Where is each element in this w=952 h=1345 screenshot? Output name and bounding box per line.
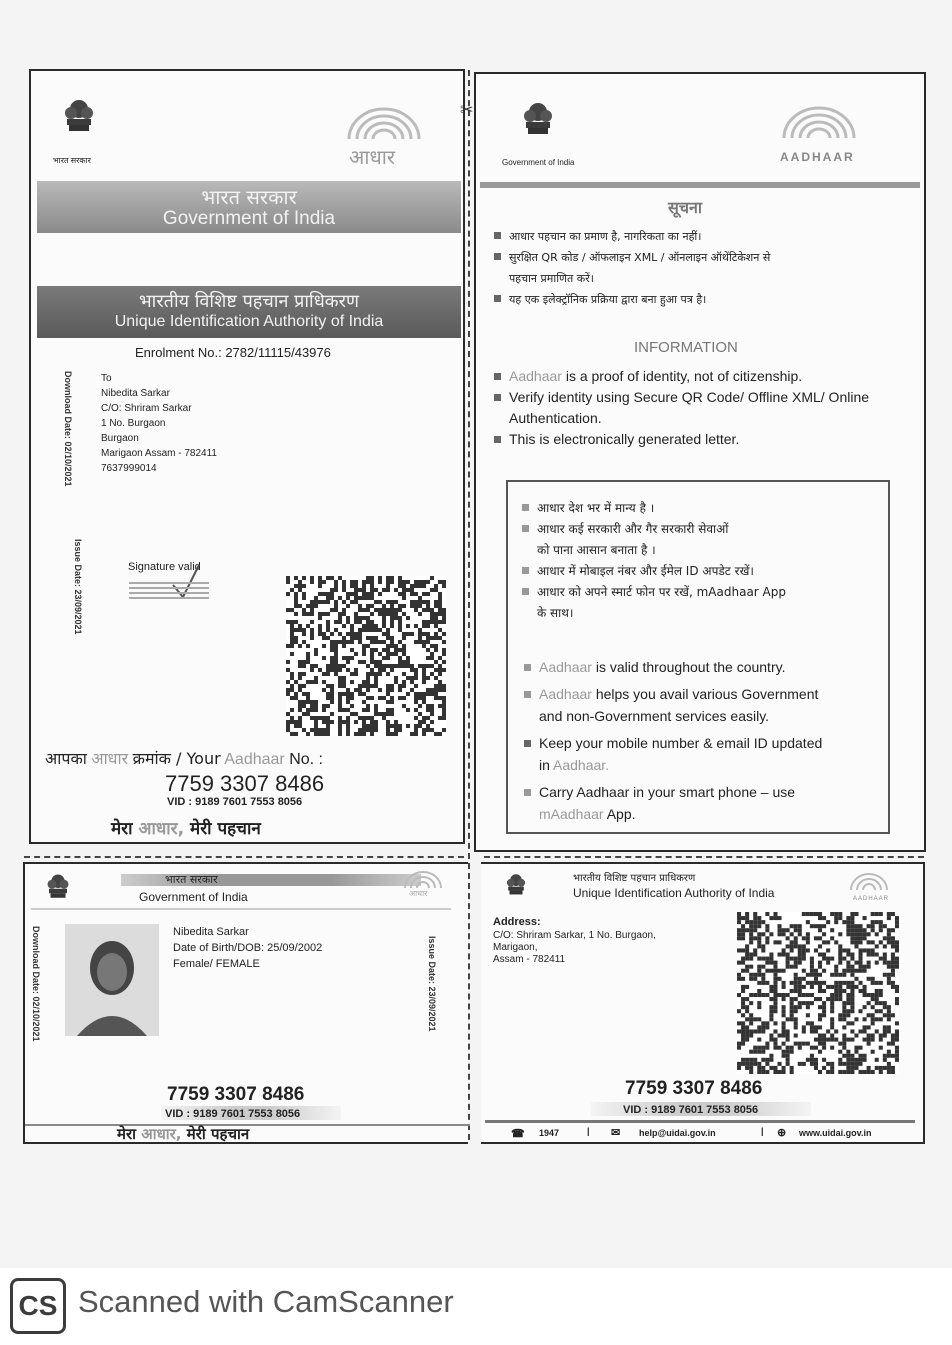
emblem-caption: Government of India [502,158,575,167]
download-date-vertical: Download Date: 02/10/2021 [63,371,73,487]
aadhaar-number-label: आपका आधार क्रमांक / Your Aadhaar No. : [45,749,323,768]
vid-number: VID : 9189 7601 7553 8056 [167,796,303,808]
suchna-heading: सूचना [668,198,703,217]
national-emblem-icon [518,98,558,144]
person-photo-icon [65,924,159,1036]
contact-bar [485,1120,915,1145]
national-emblem-icon [43,870,73,906]
signature-details [129,579,209,607]
box-english-bullets [524,656,822,826]
aadhaar-back-card [481,862,925,1144]
uidai-english: Unique Identification Authority of India [573,886,775,900]
back-address [493,930,656,966]
box-hindi-bullet: आधार में मोबाइल नंबर और ईमेल ID अपडेट रखें। [522,561,786,582]
aadhaar-logo-text: आधार [349,145,396,169]
header-divider [480,182,920,188]
card-details [173,924,322,972]
box-english-bullet: in Aadhaar. [539,757,610,773]
camscanner-logo: CS [10,1278,66,1334]
hindi-bullet: पहचान प्रमाणित करें। [509,272,594,285]
box-hindi-bullets [522,498,786,624]
address-line: Nibedita Sarkar [101,388,170,399]
address-label: Address: [493,916,541,928]
aadhaar-front-card [23,862,468,1144]
aadhaar-number: 7759 3307 8486 [165,771,325,796]
hindi-bullets [494,226,770,310]
box-english-bullet: and non-Government services easily. [539,708,770,724]
address-line: Marigaon Assam - 782411 [101,448,217,459]
aadhaar-logo-text: AADHAAR [853,896,890,902]
left-letter-panel [29,69,465,844]
hindi-bullet: यह एक इलेक्ट्रॉनिक प्रक्रिया द्वारा बना हुआ पत्र है। [494,289,770,310]
card-top-divider [31,908,451,910]
band2-hindi: भारतीय विशिष्ट पहचान प्राधिकरण [139,291,359,312]
english-bullet: Authentication. [509,410,602,426]
phone-icon: ☎ [511,1128,525,1140]
right-info-panel [474,72,926,852]
uidai-band [37,286,461,338]
camscanner-text: Scanned with CamScanner [78,1284,454,1319]
download-date-vertical: Download Date: 02/10/2021 [31,926,41,1042]
english-bullets [494,366,869,450]
address-line: 7637999014 [101,463,157,474]
enrolment-number: Enrolment No.: 2782/11115/43976 [135,345,331,360]
box-hindi-bullet: आधार कई सरकारी और गैर सरकारी सेवाओं [522,519,786,540]
box-hindi-bullet: के साथ। [537,606,574,620]
box-english-bullet: Aadhaar helps you avail various Government [524,683,822,706]
english-bullet: This is electronically generated letter. [494,429,869,450]
address-line: To [101,373,112,384]
emblem-caption: भारत सरकार [53,156,91,165]
card-name: Nibedita Sarkar [173,926,249,938]
card-gov-english: Government of India [139,890,248,904]
government-band [37,181,461,233]
back-aadhaar-number: 7759 3307 8486 [625,1078,763,1099]
address-line: 1 No. Burgaon [101,418,166,429]
english-bullet: Aadhaar is a proof of identity, not of citizenship. [494,366,869,387]
horizontal-cut-line-left [24,856,464,858]
qr-code [286,576,446,736]
box-english-bullet: Keep your mobile number & email ID updated [524,732,822,755]
information-heading: INFORMATION [634,339,738,356]
hindi-bullet: आधार पहचान का प्रमाण है, नागरिकता का नहीं। [494,226,770,247]
national-emblem-icon [59,95,99,141]
photo [65,924,159,1036]
scissors-icon: ✂ [460,102,474,119]
aadhaar-logo-icon [847,870,891,892]
qr-code [737,912,899,1074]
national-emblem-icon [503,870,529,902]
card-tagline: मेरा आधार, मेरी पहचान [117,1125,250,1143]
address-line: Burgaon [101,433,139,444]
card-gov-hindi: भारत सरकार [165,873,218,886]
english-bullet: Verify identity using Secure QR Code/ Offline XML/ Online [494,387,869,408]
back-address-line: Marigaon, [493,942,538,953]
address-line: C/O: Shriram Sarkar [101,403,192,414]
band-hindi: भारत सरकार [201,185,297,209]
band-english: Government of India [162,208,336,229]
back-address-line: Assam - 782411 [493,954,566,965]
back-address-line: C/O: Shriram Sarkar, 1 No. Burgaon, [493,930,656,941]
hindi-bullet: सुरक्षित QR कोड / ऑफलाइन XML / ऑनलाइन ऑथेंटिकेशन से [494,247,770,268]
aadhaar-logo-text: AADHAAR [780,150,855,164]
box-english-bullet: Aadhaar is valid throughout the country. [524,656,822,679]
aadhaar-logo-icon [401,868,445,890]
aadhaar-logo-icon [339,101,429,141]
signature-valid: Signature valid [128,561,201,573]
separator: | [587,1126,590,1136]
uidai-hindi: भारतीय विशिष्ट पहचान प्राधिकरण [573,873,696,884]
card-vid: VID : 9189 7601 7553 8056 [165,1108,301,1120]
camscanner-footer [0,1268,952,1345]
phone-number: 1947 [539,1128,560,1138]
aadhaar-logo-text: आधार [409,889,428,898]
issue-date-vertical: Issue Date: 23/09/2021 [427,936,437,1032]
band2-english: Unique Identification Authority of India [114,313,384,330]
box-english-bullet: mAadhaar App. [539,806,636,822]
email-icon: ✉ [611,1127,621,1139]
validity-box [506,480,890,834]
horizontal-cut-line-right [484,856,924,858]
website: www.uidai.gov.in [799,1128,872,1138]
box-english-bullet: Carry Aadhaar in your smart phone – use [524,781,822,804]
tagline: मेरा आधार, मेरी पहचान [111,819,261,839]
issue-date-vertical: Issue Date: 23/09/2021 [73,539,83,635]
email-address: help@uidai.gov.in [639,1128,716,1138]
card-dob: Date of Birth/DOB: 25/09/2002 [173,942,323,954]
separator: | [761,1126,764,1136]
box-hindi-bullet: आधार को अपने स्मार्ट फोन पर रखें, mAadhaar App [522,582,786,603]
box-hindi-bullet: को पाना आसान बनाता है । [537,543,656,557]
box-hindi-bullet: आधार देश भर में मान्य है । [522,498,786,519]
address-block [101,371,217,476]
globe-icon: ⊕ [777,1127,787,1139]
card-gender: Female/ FEMALE [173,958,260,970]
card-aadhaar-number: 7759 3307 8486 [167,1084,305,1105]
aadhaar-logo-icon [774,100,864,140]
vertical-cut-line [468,70,470,1140]
back-vid: VID : 9189 7601 7553 8056 [623,1104,759,1116]
